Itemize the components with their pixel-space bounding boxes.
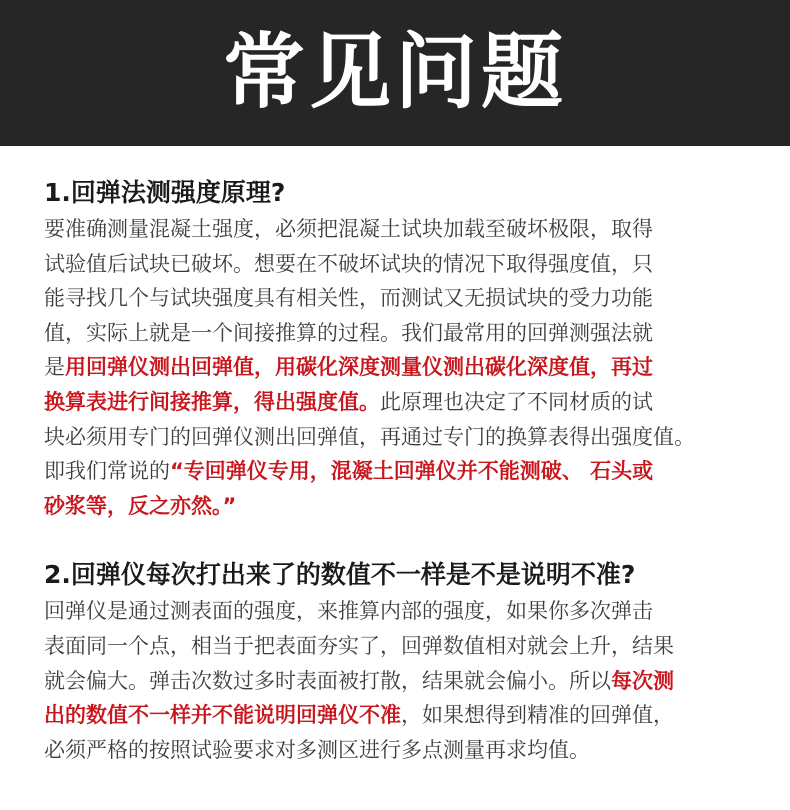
body-text: 能寻找几个与试块强度具有相关性，而测试又无损试块的受力功能 (44, 286, 653, 311)
answer-line (44, 247, 768, 282)
highlight-text: 每次测 (611, 668, 674, 693)
body-text: 就会偏大。弹击次数过多时表面被打散，结果就会偏小。所以 (44, 668, 611, 693)
body-text: 此原理也决定了不同材质的试 (380, 389, 653, 414)
answer-line (44, 212, 768, 247)
answer-line (44, 733, 768, 768)
answer-line (44, 629, 768, 664)
faq-content (0, 178, 790, 767)
body-text: 要准确测量混凝土强度，必须把混凝土试块加载至破坏极限，取得 (44, 217, 653, 241)
title-banner (0, 0, 790, 146)
question-1-heading: 1.回弹法测强度原理? (44, 178, 286, 207)
answer-line (44, 489, 768, 524)
answer-line (44, 385, 768, 420)
body-text: 块必须用专门的回弹仪测出回弹值，再通过专门的换算表得出强度值。 (44, 424, 695, 449)
body-text: 即我们常说的 (44, 459, 170, 484)
body-text: 必须严格的按照试验要求对多测区进行多点测量再求均值。 (44, 737, 590, 762)
answer-line (44, 594, 768, 629)
page-title: 常见问题 (222, 25, 567, 120)
highlight-text: 换算表进行间接推算，得出强度值。 (44, 389, 380, 414)
answer-1-body (44, 212, 768, 523)
highlight-text: 出的数值不一样并不能说明回弹仪不准 (44, 703, 401, 728)
answer-line (44, 698, 768, 733)
question-2-heading: 2.回弹仪每次打出来了的数值不一样是不是说明不准? (44, 560, 636, 590)
highlight-text: 用回弹仪测出回弹值，用碳化深度测量仪测出碳化深度值，再过 (65, 355, 653, 380)
body-text: 表面同一个点，相当于把表面夯实了，回弹数值相对就会上升，结果 (44, 633, 674, 658)
answer-line (44, 350, 768, 385)
body-text: 试验值后试块已破坏。想要在不破坏试块的情况下取得强度值，只 (44, 251, 653, 276)
answer-line (44, 420, 768, 455)
body-text: 值，实际上就是一个间接推算的过程。我们最常用的回弹测强法就 (44, 320, 653, 345)
body-text: 回弹仪是通过测表面的强度，来推算内部的强度，如果你多次弹击 (44, 599, 653, 624)
answer-line (44, 281, 768, 316)
answer-line (44, 454, 768, 489)
answer-line (44, 316, 768, 351)
body-text: 是 (44, 355, 65, 380)
body-text: ，如果想得到精准的回弹值， (401, 703, 674, 728)
answer-2-body (44, 594, 768, 767)
answer-line (44, 664, 768, 699)
highlight-text: 砂浆等，反之亦然。” (44, 493, 237, 518)
highlight-text: “专回弹仪专用，混凝土回弹仪并不能测破、 石头或 (170, 459, 654, 484)
